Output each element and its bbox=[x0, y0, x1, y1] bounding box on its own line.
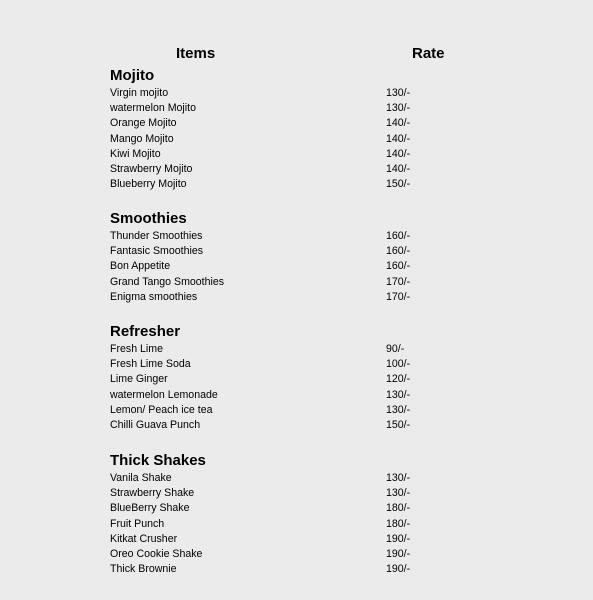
menu-item-row bbox=[110, 290, 530, 305]
menu-item-name: Mango Mojito bbox=[110, 132, 174, 145]
section-mojito bbox=[110, 66, 530, 192]
menu-item-row bbox=[110, 342, 530, 357]
menu-item-row bbox=[110, 357, 530, 372]
menu-item-row bbox=[110, 116, 530, 131]
menu-item-row bbox=[110, 86, 530, 101]
menu-item-name: Bon Appetite bbox=[110, 260, 171, 273]
menu-item-row bbox=[110, 372, 530, 387]
menu-item-name: watermelon Mojito bbox=[110, 102, 196, 115]
menu-item-row bbox=[110, 101, 530, 116]
rate-column-header: Rate bbox=[412, 45, 445, 62]
menu-item-rate: 190/- bbox=[386, 563, 411, 576]
menu-item-name: BlueBerry Shake bbox=[110, 502, 190, 515]
menu-item-rate: 120/- bbox=[386, 373, 411, 386]
section-title: Thick Shakes bbox=[110, 452, 206, 469]
menu-item-row bbox=[110, 388, 530, 403]
menu-item-rate: 140/- bbox=[386, 162, 411, 175]
menu-item-rate: 140/- bbox=[386, 117, 411, 130]
menu-item-row bbox=[110, 562, 530, 577]
menu-item-rate: 130/- bbox=[386, 403, 411, 416]
menu-item-rate: 100/- bbox=[386, 358, 411, 371]
menu-item-name: Oreo Cookie Shake bbox=[110, 547, 203, 560]
menu-item-rate: 180/- bbox=[386, 502, 411, 515]
menu-item-rate: 130/- bbox=[386, 388, 411, 401]
menu-item-name: watermelon Lemonade bbox=[110, 388, 218, 401]
menu-item-name: Kiwi Mojito bbox=[110, 147, 161, 160]
menu-item-rate: 160/- bbox=[386, 260, 411, 273]
menu-item-row bbox=[110, 259, 530, 274]
menu-item-row bbox=[110, 147, 530, 162]
menu-item-rate: 90/- bbox=[386, 343, 405, 355]
menu-item-row bbox=[110, 547, 530, 562]
menu-item-row bbox=[110, 177, 530, 192]
menu-item-row bbox=[110, 486, 530, 501]
menu-item-row bbox=[110, 418, 530, 433]
menu-item-row bbox=[110, 229, 530, 244]
menu-item-row bbox=[110, 275, 530, 290]
menu-item-rate: 150/- bbox=[386, 178, 411, 191]
menu-item-row bbox=[110, 244, 530, 259]
menu-item-rate: 130/- bbox=[386, 102, 411, 115]
menu-item-rate: 180/- bbox=[386, 517, 411, 530]
menu-item-name: Thick Brownie bbox=[110, 563, 177, 576]
menu-item-name: Virgin mojito bbox=[110, 87, 169, 99]
menu-item-name: Grand Tango Smoothies bbox=[110, 275, 225, 288]
menu-item-name: Fresh Lime bbox=[110, 343, 163, 355]
section-title: Smoothies bbox=[110, 210, 187, 227]
menu-item-name: Fruit Punch bbox=[110, 517, 165, 530]
menu-item-row bbox=[110, 517, 530, 532]
menu-item-name: Strawberry Mojito bbox=[110, 162, 193, 175]
menu-item-name: Blueberry Mojito bbox=[110, 178, 187, 191]
menu-item-row bbox=[110, 471, 530, 486]
menu-item-name: Orange Mojito bbox=[110, 117, 177, 130]
menu-item-rate: 170/- bbox=[386, 290, 411, 303]
menu-item-row bbox=[110, 162, 530, 177]
menu-item-row bbox=[110, 403, 530, 418]
section-thick-shakes bbox=[110, 451, 530, 577]
items-column-header: Items bbox=[176, 45, 216, 62]
menu-item-name: Fresh Lime Soda bbox=[110, 358, 191, 371]
menu-item-name: Lemon/ Peach ice tea bbox=[110, 403, 213, 416]
menu-item-name: Kitkat Crusher bbox=[110, 532, 178, 545]
menu-item-rate: 150/- bbox=[386, 418, 411, 431]
section-title: Mojito bbox=[110, 67, 155, 84]
menu-item-name: Enigma smoothies bbox=[110, 290, 198, 303]
menu-item-rate: 190/- bbox=[386, 547, 411, 560]
menu-item-name: Chilli Guava Punch bbox=[110, 418, 201, 431]
menu-item-rate: 160/- bbox=[386, 230, 411, 242]
section-refresher bbox=[110, 322, 530, 433]
menu-item-name: Vanila Shake bbox=[110, 472, 172, 484]
menu-item-name: Strawberry Shake bbox=[110, 487, 195, 500]
menu-item-rate: 130/- bbox=[386, 472, 411, 484]
section-smoothies bbox=[110, 209, 530, 305]
menu-item-rate: 130/- bbox=[386, 87, 411, 99]
menu-item-rate: 140/- bbox=[386, 132, 411, 145]
menu-item-row bbox=[110, 132, 530, 147]
menu-item-rate: 140/- bbox=[386, 147, 411, 160]
section-title: Refresher bbox=[110, 323, 181, 340]
menu-item-name: Fantasic Smoothies bbox=[110, 245, 204, 258]
menu-item-rate: 190/- bbox=[386, 532, 411, 545]
menu-item-rate: 160/- bbox=[386, 245, 411, 258]
menu-item-rate: 170/- bbox=[386, 275, 411, 288]
menu-item-name: Lime Ginger bbox=[110, 373, 168, 386]
menu-item-rate: 130/- bbox=[386, 487, 411, 500]
menu-item-row bbox=[110, 501, 530, 516]
menu-item-name: Thunder Smoothies bbox=[110, 230, 203, 242]
menu-item-row bbox=[110, 532, 530, 547]
